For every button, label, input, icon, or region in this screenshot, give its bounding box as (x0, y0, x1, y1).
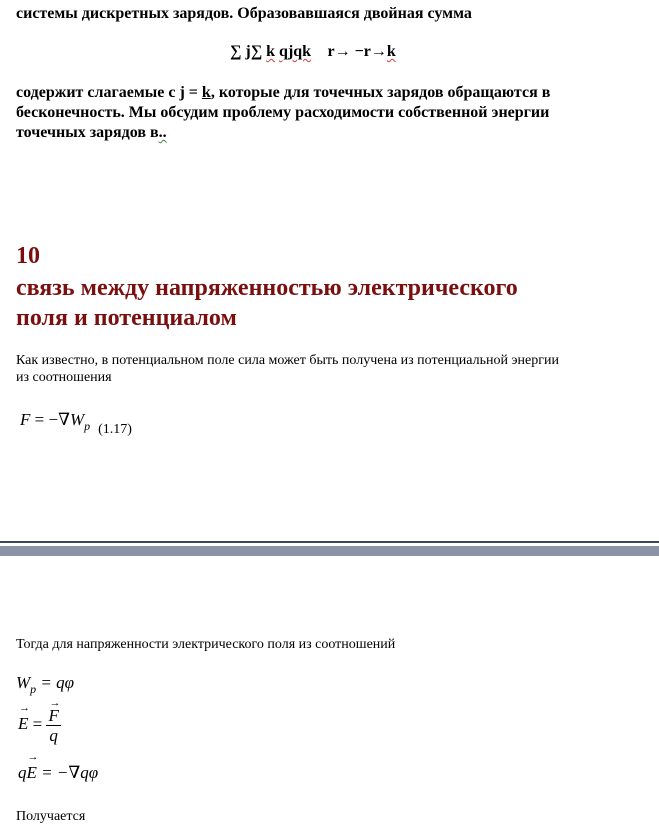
equation-gradient: q→ E = −∇qφ (18, 763, 98, 783)
equation-field-force: → E = → $\frac{F}{q}$ (18, 706, 61, 745)
equation-energy-potential: $W_p = q\varphi$ (16, 673, 75, 696)
eq117-formula: $F = -\nabla W_p$ (20, 410, 91, 433)
section-title (16, 273, 646, 333)
field-strength-text: Тогда для напряженности электрического поля из соотношений (16, 637, 396, 652)
intro-line-1: Как известно, в потенциальном поле сила может быть получена из потенциальной энергии (16, 353, 559, 368)
paragraph-line-2: бесконечность. Мы обсудим проблему расходимости собственной энергии (16, 104, 550, 121)
fraction-force-charge: → $\frac{F}{q}$ (46, 706, 60, 745)
equation-1-17 (20, 410, 132, 437)
section-title-line-2: поля и потенциалом (16, 305, 237, 331)
double-sum-formula: ∑ j∑ k qjqk r→ −r→k (230, 43, 384, 60)
page-break-line (0, 541, 659, 543)
intro-paragraph (16, 352, 646, 386)
paragraph-line-1: содержит слагаемые с j = k, которые для точечных зарядов обращаются в (16, 84, 551, 101)
paragraph-line-3: точечных зарядов в.. (16, 124, 167, 141)
section-number: 10 (16, 243, 40, 269)
intro-line-2: из соотношения (16, 370, 112, 385)
result-text: Получается (16, 809, 86, 824)
text-line-double-sum: системы дискретных зарядов. Образовавшаяся двойная сумма (16, 5, 472, 22)
equation-number: (1.17) (98, 422, 132, 437)
section-title-line-1: связь между напряженностью электрического (16, 275, 518, 301)
page-break-band (0, 546, 659, 556)
self-energy-paragraph (16, 83, 646, 143)
